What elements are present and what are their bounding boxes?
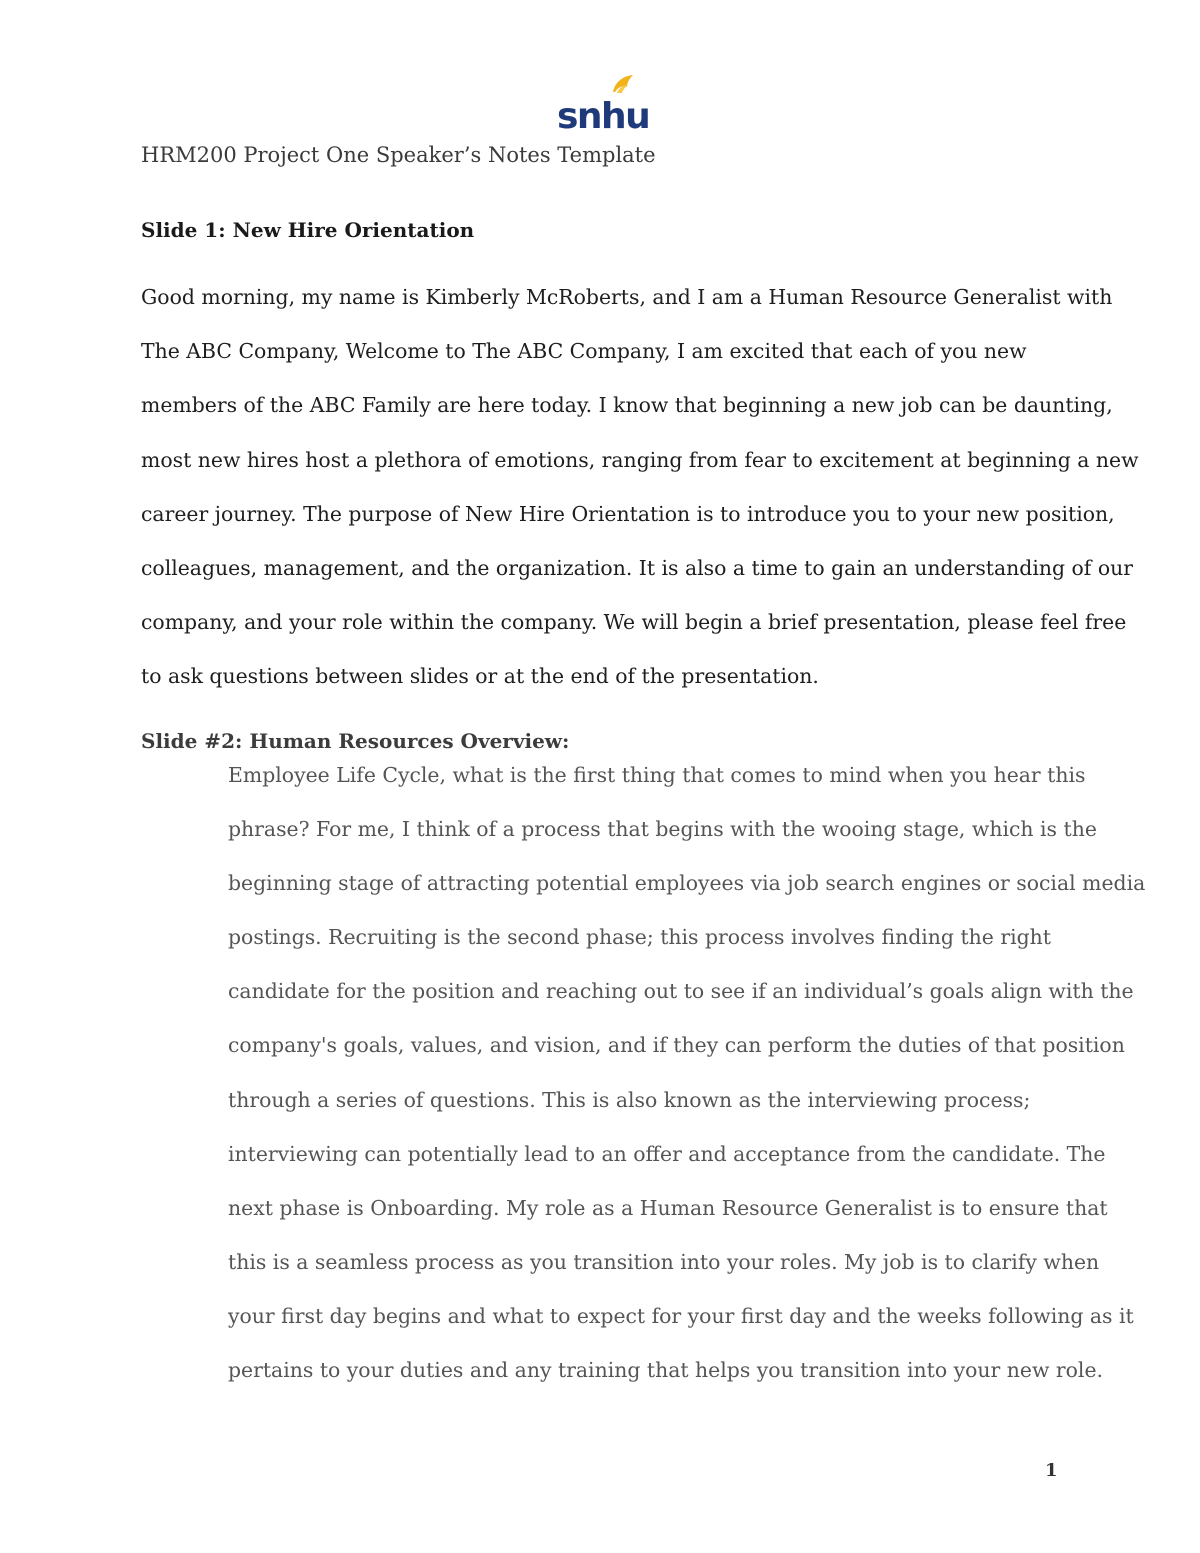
slide-1-line: The ABC Company, Welcome to The ABC Company, I am excited that each of you new [141, 339, 1027, 364]
slide-2-line: beginning stage of attracting potential employees via job search engines or social media [228, 871, 1146, 896]
slide-1-line: Good morning, my name is Kimberly McRoberts, and I am a Human Resource Generalist with [141, 285, 1113, 309]
slide-1-line: colleagues, management, and the organization. It is also a time to gain an understanding of our [141, 555, 1133, 580]
slide-2-line: company's goals, values, and vision, and if they can perform the duties of that position [228, 1033, 1125, 1058]
slide-1-line: most new hires host a plethora of emotions, ranging from fear to excitement at beginning a new [141, 447, 1139, 472]
snhu-logo-graphic [555, 72, 650, 137]
slide-2-notes [228, 748, 1146, 1397]
slide-1-line: career journey. The purpose of New Hire Orientation is to introduce you to your new position, [141, 501, 1115, 526]
slide-1-notes [141, 270, 1139, 704]
snhu-logo [555, 72, 650, 137]
slide-1-line: company, and your role within the company. We will begin a brief presentation, please feel free [141, 610, 1127, 635]
slide-1-line: members of the ABC Family are here today. I know that beginning a new job can be daunting, [141, 393, 1113, 418]
slide-2-line: interviewing can potentially lead to an offer and acceptance from the candidate. The [228, 1141, 1106, 1166]
slide-2-line: your first day begins and what to expect for your first day and the weeks following as it [228, 1303, 1134, 1328]
slide-2-line: next phase is Onboarding. My role as a Human Resource Generalist is to ensure that [228, 1195, 1108, 1220]
slide-2-line: through a series of questions. This is also known as the interviewing process; [228, 1087, 1031, 1112]
slide-2-line: Employee Life Cycle, what is the first thing that comes to mind when you hear this [228, 763, 1086, 787]
slide-2-line: this is a seamless process as you transition into your roles. My job is to clarify when [228, 1249, 1100, 1274]
slide-2-line: candidate for the position and reaching out to see if an individual’s goals align with the [228, 979, 1134, 1004]
slide-2-line: pertains to your duties and any training that helps you transition into your new role. [228, 1358, 1103, 1383]
slide-2-heading: Slide #2: Human Resources Overview: [141, 729, 570, 753]
logo-text: snhu [557, 96, 650, 137]
slide-2-line: phrase? For me, I think of a process that begins with the wooing stage, which is the [228, 817, 1097, 842]
document-title: HRM200 Project One Speaker’s Notes Template [141, 143, 656, 167]
slide-2-line: postings. Recruiting is the second phase; this process involves finding the right [228, 925, 1051, 950]
page-number: 1 [1045, 1460, 1058, 1481]
slide-1-line: to ask questions between slides or at the end of the presentation. [141, 664, 819, 689]
slide-1-heading: Slide 1: New Hire Orientation [141, 218, 475, 242]
